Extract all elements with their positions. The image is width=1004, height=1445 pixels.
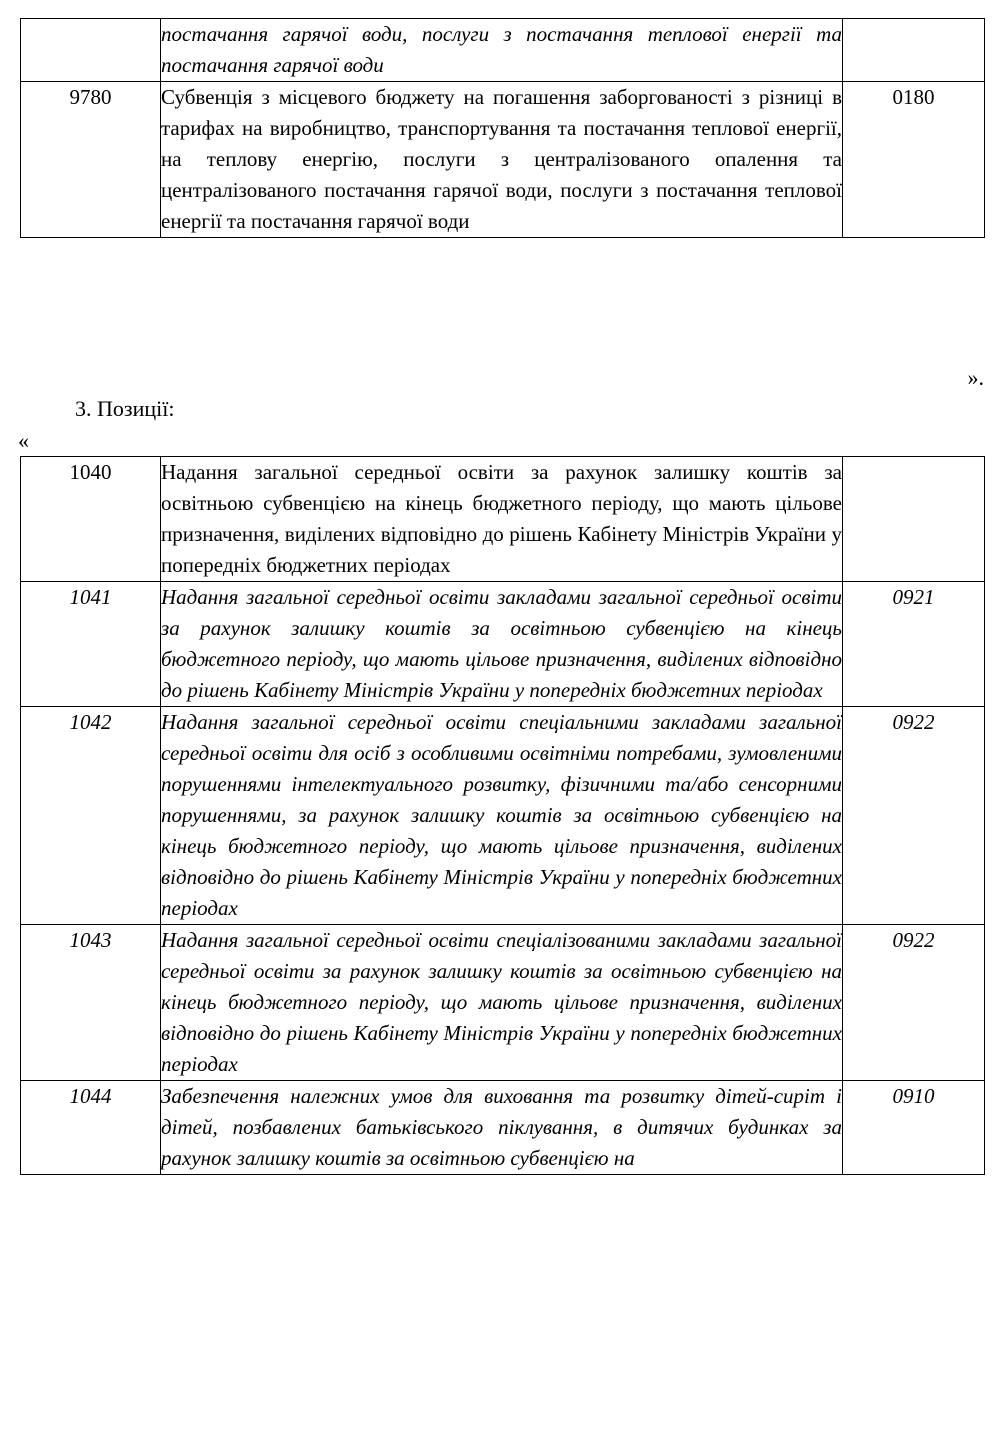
cell-program-code: 1043: [21, 925, 161, 1081]
cell-program-description: Субвенція з місцевого бюджету на погашення заборгованості з різниці в тарифах на виробництво, транспортування та постачання теплової енергії, на теплову енергію, послуги з централізованого опалення та централізованого постачання гарячої води, послуги з постачання теплової енергії та постачання гарячої води: [161, 82, 843, 238]
cell-classification-code: [843, 19, 985, 82]
cell-classification-code: 0910: [843, 1081, 985, 1175]
table-continued-wrapper: [20, 18, 985, 238]
table-row: [21, 582, 985, 707]
cell-classification-code: 0921: [843, 582, 985, 707]
cell-program-code: [21, 19, 161, 82]
cell-program-description: Забезпечення належних умов для виховання та розвитку дітей-сиріт і дітей, позбавлених батьківського піклування, в дитячих будинках за рахунок залишку коштів за освітньою субвенцією на: [161, 1081, 843, 1175]
cell-program-code: 9780: [21, 82, 161, 238]
opening-quote-mark: «: [18, 428, 29, 453]
budget-program-positions-table: [20, 456, 985, 1175]
cell-program-description: Надання загальної середньої освіти закладами загальної середньої освіти за рахунок залишку коштів за освітньою субвенцією на кінець бюджетного періоду, що мають цільове призначення, виділених відповідно до рішень Кабінету Міністрів України у попередніх бюджетних періодах: [161, 582, 843, 707]
cell-program-code: 1044: [21, 1081, 161, 1175]
table-row: [21, 82, 985, 238]
cell-program-code: 1041: [21, 582, 161, 707]
cell-classification-code: 0922: [843, 707, 985, 925]
cell-classification-code: [843, 457, 985, 582]
cell-classification-code: 0922: [843, 925, 985, 1081]
table-row: [21, 457, 985, 582]
cell-program-code: 1040: [21, 457, 161, 582]
section-heading: 3. Позиції:: [75, 396, 175, 421]
positions-table-wrapper: [20, 456, 985, 1427]
cell-program-description: постачання гарячої води, послуги з постачання теплової енергії та постачання гарячої води: [161, 19, 843, 82]
cell-program-description: Надання загальної середньої освіти спеціалізованими закладами загальної середньої освіти за рахунок залишку коштів за освітньою субвенцією на кінець бюджетного періоду, що мають цільове призначення, виділених відповідно до рішень Кабінету Міністрів України у попередніх бюджетних періодах: [161, 925, 843, 1081]
cell-program-description: Надання загальної середньої освіти спеціальними закладами загальної середньої освіти для осіб з особливими освітніми потребами, зумовленими порушеннями інтелектуального розвитку, фізичними та/або сенсорними порушеннями, за рахунок залишку коштів за освітньою субвенцією на кінець бюджетного періоду, що мають цільове призначення, виділених відповідно до рішень Кабінету Міністрів України у попередніх бюджетних періодах: [161, 707, 843, 925]
table-row: [21, 1081, 985, 1175]
table-row: [21, 925, 985, 1081]
cell-program-code: 1042: [21, 707, 161, 925]
budget-program-table-continued: [20, 18, 985, 238]
cell-program-description: Надання загальної середньої освіти за рахунок залишку коштів за освітньою субвенцією на кінець бюджетного періоду, що мають цільове призначення, виділених відповідно до рішень Кабінету Міністрів України у попередніх бюджетних періодах: [161, 457, 843, 582]
closing-quote-mark: ».: [967, 365, 984, 390]
table-row: [21, 707, 985, 925]
table-row: [21, 19, 985, 82]
cell-classification-code: 0180: [843, 82, 985, 238]
